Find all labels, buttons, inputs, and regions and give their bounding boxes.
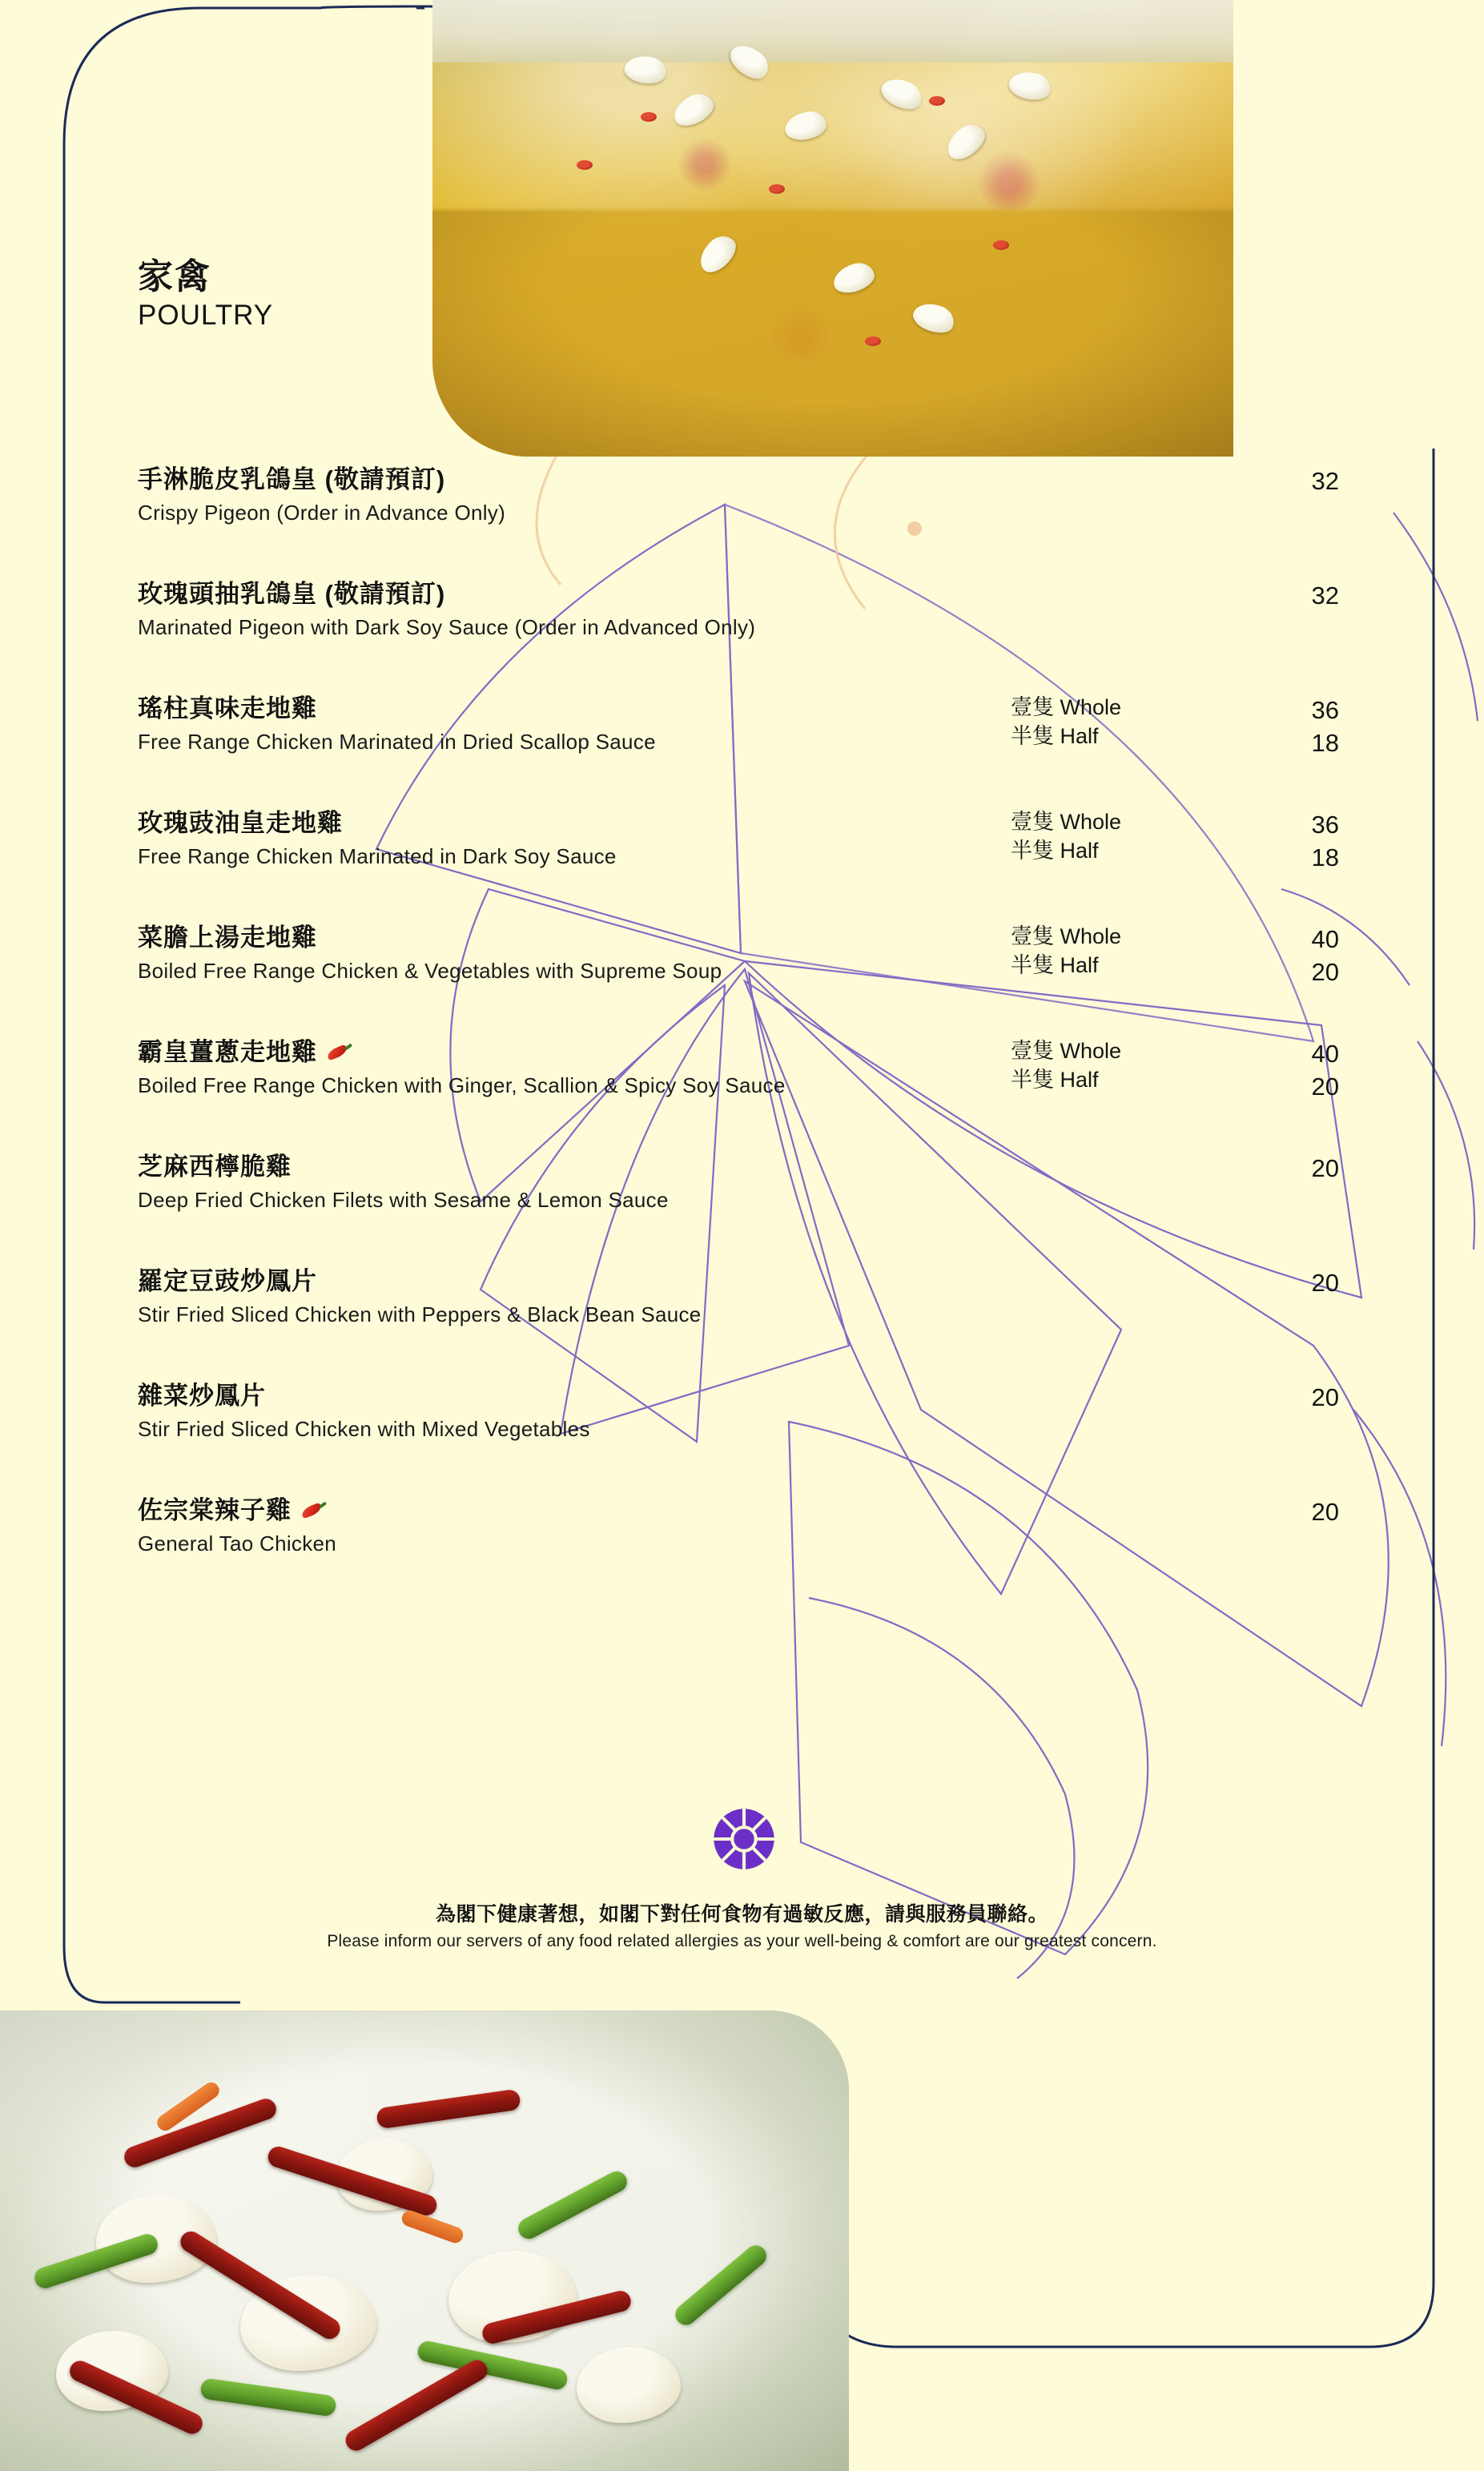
menu-item-prices <box>1243 465 1339 497</box>
menu-item <box>138 579 1339 656</box>
section-title-cn: 家禽 <box>138 257 211 296</box>
menu-item-list <box>138 465 1339 1610</box>
menu-item <box>138 1266 1339 1343</box>
menu-item-names <box>138 1381 1019 1443</box>
price-value-half: 20 <box>1311 1073 1339 1101</box>
price-value-whole: 36 <box>1311 696 1339 724</box>
restaurant-logo-icon <box>711 1806 777 1872</box>
price-value-whole: 40 <box>1311 1040 1339 1068</box>
allergy-notice <box>0 1898 1484 1951</box>
chili-pepper-icon <box>300 1504 324 1517</box>
menu-item-names <box>138 923 1019 985</box>
menu-item-portions <box>1011 923 1179 980</box>
menu-item-names <box>138 1495 1019 1558</box>
menu-item-name-cn: 佐宗棠辣子雞 <box>138 1496 292 1524</box>
price-value: 20 <box>1311 1269 1339 1297</box>
menu-item-portions <box>1011 694 1179 751</box>
menu-item <box>138 808 1339 885</box>
price-value-whole: 40 <box>1311 925 1339 953</box>
portion-half: 半隻 Half <box>1011 952 1099 977</box>
portion-half: 半隻 Half <box>1011 723 1099 748</box>
menu-item-name-en: Boiled Free Range Chicken & Vegetables with Supreme Soup <box>138 958 722 983</box>
price-value: 20 <box>1311 1154 1339 1182</box>
menu-item-name-en: Stir Fried Sliced Chicken with Peppers & Black Bean Sauce <box>138 1302 702 1326</box>
menu-item-names <box>138 1037 1019 1100</box>
menu-item <box>138 1495 1339 1572</box>
portion-whole: 壹隻 Whole <box>1011 924 1122 948</box>
menu-item <box>138 1152 1339 1229</box>
chili-pepper-icon <box>325 1046 349 1059</box>
price-value-half: 18 <box>1311 729 1339 758</box>
portion-half: 半隻 Half <box>1011 1067 1099 1092</box>
section-title-en: POULTRY <box>138 300 274 332</box>
menu-item-prices <box>1243 694 1339 759</box>
menu-item-name-en: Free Range Chicken Marinated in Dark Soy Sauce <box>138 843 617 868</box>
menu-item-names <box>138 694 1019 756</box>
menu-item-names <box>138 465 1019 527</box>
menu-item <box>138 1037 1339 1114</box>
menu-item-prices <box>1243 1152 1339 1185</box>
menu-item-name-cn: 菜膽上湯走地雞 <box>138 924 317 952</box>
price-value: 20 <box>1311 1383 1339 1411</box>
menu-item-name-cn: 芝麻西檸脆雞 <box>138 1153 292 1181</box>
menu-item-names <box>138 579 1019 642</box>
menu-item-name-en: Crispy Pigeon (Order in Advance Only) <box>138 500 506 525</box>
price-value: 20 <box>1311 1498 1339 1526</box>
menu-item-prices <box>1243 923 1339 988</box>
menu-item-name-cn: 羅定豆豉炒鳳片 <box>138 1267 317 1295</box>
portion-whole: 壹隻 Whole <box>1011 695 1122 719</box>
price-value-half: 20 <box>1311 958 1339 987</box>
menu-item-name-en: Deep Fried Chicken Filets with Sesame & Lemon Sauce <box>138 1187 669 1212</box>
menu-item-prices <box>1243 808 1339 874</box>
menu-item-prices <box>1243 1266 1339 1299</box>
price-value: 32 <box>1311 467 1339 495</box>
page-title <box>138 258 273 332</box>
menu-item-prices <box>1243 1037 1339 1103</box>
menu-item-names <box>138 1152 1019 1214</box>
menu-item <box>138 923 1339 1000</box>
price-value-whole: 36 <box>1311 811 1339 839</box>
menu-item-names <box>138 1266 1019 1329</box>
menu-item-name-cn: 霸皇薑蔥走地雞 <box>138 1038 317 1066</box>
menu-item-name-cn: 瑤柱真味走地雞 <box>138 694 317 722</box>
menu-item <box>138 465 1339 541</box>
menu-item-name-cn: 雜菜炒鳳片 <box>138 1382 266 1410</box>
menu-item-name-cn: 玫瑰豉油皇走地雞 <box>138 809 343 837</box>
menu-item-name-en: Stir Fried Sliced Chicken with Mixed Vegetables <box>138 1416 590 1441</box>
menu-item <box>138 694 1339 771</box>
menu-item-portions <box>1011 808 1179 866</box>
menu-item-name-cn: 手淋脆皮乳鴿皇 (敬請預訂) <box>138 465 446 493</box>
allergy-notice-en: Please inform our servers of any food related allergies as your well-being & comfort are our greatest concern. <box>327 1932 1157 1950</box>
menu-item-name-en: Marinated Pigeon with Dark Soy Sauce (Order in Advanced Only) <box>138 614 756 639</box>
menu-item-name-cn: 玫瑰頭抽乳鴿皇 (敬請預訂) <box>138 580 446 608</box>
menu-item-prices <box>1243 1381 1339 1414</box>
menu-item-names <box>138 808 1019 871</box>
menu-item-prices <box>1243 1495 1339 1528</box>
portion-half: 半隻 Half <box>1011 838 1099 863</box>
menu-item-name-en: General Tao Chicken <box>138 1531 337 1555</box>
menu-item-prices <box>1243 579 1339 612</box>
portion-whole: 壹隻 Whole <box>1011 1039 1122 1063</box>
price-value-half: 18 <box>1311 843 1339 872</box>
menu-item-portions <box>1011 1037 1179 1095</box>
portion-whole: 壹隻 Whole <box>1011 810 1122 834</box>
menu-item-name-en: Free Range Chicken Marinated in Dried Scallop Sauce <box>138 729 656 754</box>
price-value: 32 <box>1311 582 1339 610</box>
menu-item-name-en: Boiled Free Range Chicken with Ginger, Scallion & Spicy Soy Sauce <box>138 1073 786 1097</box>
menu-item <box>138 1381 1339 1458</box>
allergy-notice-cn: 為閣下健康著想，如閣下對任何食物有過敏反應，請與服務員聯絡。 <box>435 1903 1048 1926</box>
